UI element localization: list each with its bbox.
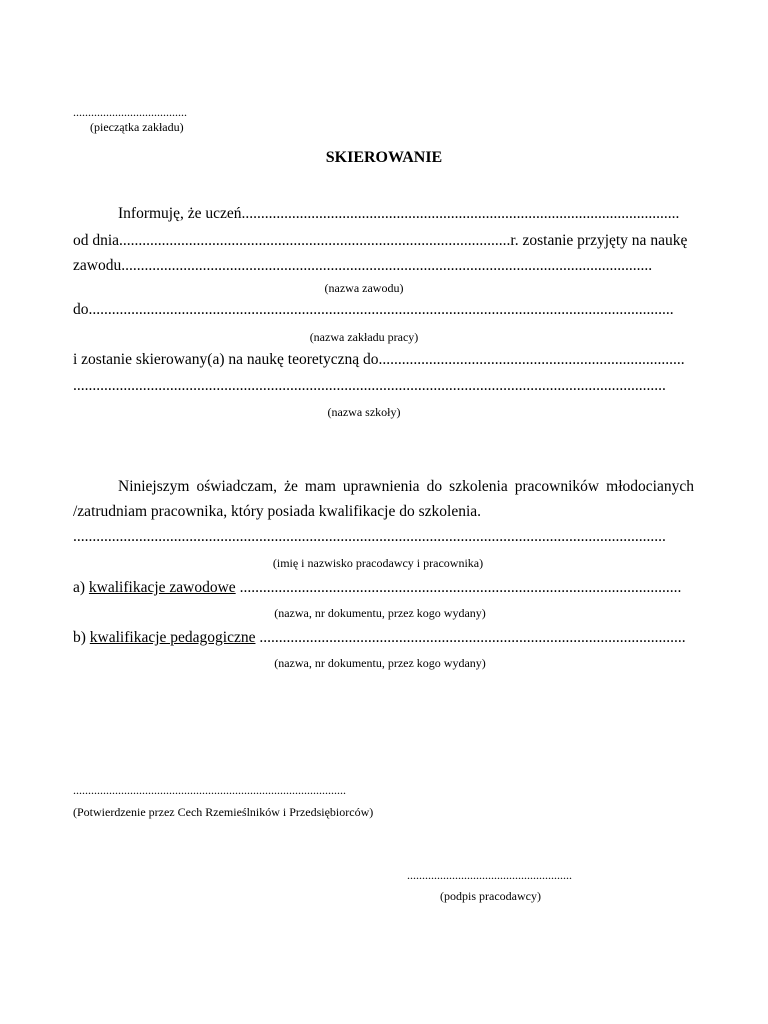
declaration-line-1: Niniejszym oświadczam, że mam uprawnienia do szkolenia pracowników młodocianych <box>118 478 694 495</box>
qualification-a-line <box>73 579 681 597</box>
line-theory-school: i zostanie skierowany(a) na naukę teoretyczną do............................................................................... <box>73 351 685 368</box>
qualification-b-line <box>73 629 686 647</box>
line-school-continued: ......................................................................................................................................................... <box>73 377 666 394</box>
qualification-a-prefix: a) <box>73 579 89 596</box>
line-profession: zawodu......................................................................................................................................... <box>73 257 653 274</box>
caption-document-a: (nazwa, nr dokumentu, przez kogo wydany) <box>274 606 486 620</box>
stamp-dots: ...................................... <box>73 105 187 119</box>
caption-school: (nazwa szkoły) <box>327 405 401 419</box>
line-from-date: od dnia.....................................................................................................r. zostanie przyjęty na naukę <box>73 232 688 249</box>
caption-document-b: (nazwa, nr dokumentu, przez kogo wydany) <box>274 656 486 670</box>
qualification-a-dots: .................................................................................................................. <box>235 579 682 596</box>
declaration-line-2: /zatrudniam pracownika, który posiada kwalifikacje do szkolenia. <box>73 503 482 520</box>
document-title: SKIEROWANIE <box>325 149 443 166</box>
line-student: Informuję, że uczeń................................................................................................................. <box>118 205 680 222</box>
qualification-a-label: kwalifikacje zawodowe <box>88 579 236 596</box>
names-dots-line: ......................................................................................................................................................... <box>73 528 666 545</box>
qualification-b-prefix: b) <box>73 629 90 646</box>
signature-dots: ....................................................... <box>407 868 572 882</box>
stamp-caption: (pieczątka zakładu) <box>90 120 184 134</box>
signature-caption: (podpis pracodawcy) <box>440 889 541 903</box>
caption-workplace: (nazwa zakładu pracy) <box>309 330 419 344</box>
confirmation-caption: (Potwierdzenie przez Cech Rzemieślników i Przedsiębiorców) <box>73 805 374 819</box>
caption-names: (imię i nazwisko pracodawcy i pracownika) <box>272 556 484 570</box>
qualification-b-dots: .............................................................................................................. <box>255 629 686 646</box>
line-workplace: do....................................................................................................................................................... <box>73 301 674 318</box>
qualification-b-label: kwalifikacje pedagogiczne <box>89 629 256 646</box>
confirmation-dots: ........................................................................................... <box>73 783 346 797</box>
caption-profession: (nazwa zawodu) <box>324 281 404 295</box>
